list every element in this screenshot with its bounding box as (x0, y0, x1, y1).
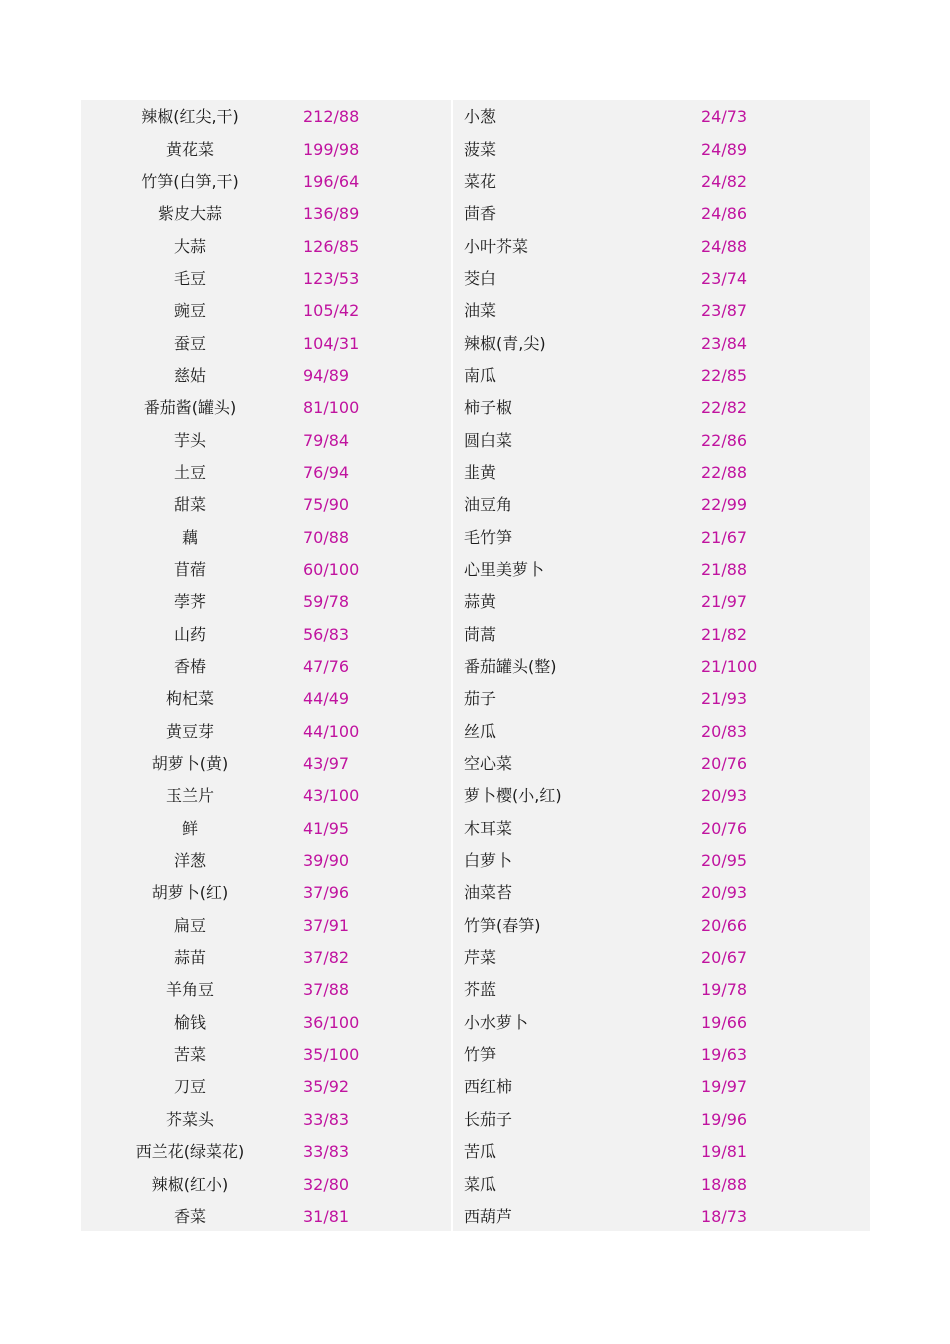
table-row (81, 133, 451, 165)
table-row (453, 910, 870, 942)
vegetable-value: 22/88 (701, 462, 748, 482)
vegetable-name: 茼蒿 (464, 624, 497, 644)
table-row (81, 295, 451, 327)
table-row (453, 360, 870, 392)
vegetable-value: 19/78 (701, 980, 748, 1000)
vegetable-name: 芥菜头 (165, 1109, 214, 1129)
table-row (453, 813, 870, 845)
table-row (453, 489, 870, 521)
vegetable-name: 胡萝卜(黄) (151, 754, 229, 774)
vegetable-value: 126/85 (303, 236, 360, 256)
vegetable-name: 油菜 (464, 301, 497, 321)
vegetable-name: 辣椒(青,尖) (464, 333, 546, 353)
vegetable-value: 41/95 (303, 818, 350, 838)
vegetable-name: 茄子 (464, 689, 497, 709)
table-row (81, 845, 451, 877)
table-row (81, 813, 451, 845)
table-row (81, 1201, 451, 1233)
vegetable-name: 南瓜 (464, 365, 497, 385)
table-row (81, 1168, 451, 1200)
table-row (81, 877, 451, 909)
vegetable-value: 44/49 (303, 689, 350, 709)
table-row (453, 974, 870, 1006)
table-column-right (453, 100, 870, 1231)
vegetable-name: 辣椒(红小) (151, 1174, 229, 1194)
vegetable-name: 空心菜 (464, 754, 513, 774)
vegetable-name: 圆白菜 (464, 430, 513, 450)
table-row (453, 457, 870, 489)
vegetable-value: 37/96 (303, 883, 350, 903)
vegetable-value: 19/63 (701, 1045, 748, 1065)
table-row (453, 295, 870, 327)
vegetable-value: 20/93 (701, 786, 748, 806)
vegetable-value: 21/82 (701, 624, 748, 644)
table-row (81, 554, 451, 586)
vegetable-value: 19/66 (701, 1012, 748, 1032)
table-row (81, 651, 451, 683)
table-row (453, 619, 870, 651)
table-row (453, 263, 870, 295)
vegetable-name: 鲜 (181, 818, 198, 838)
vegetable-value: 199/98 (303, 139, 360, 159)
vegetable-name: 刀豆 (173, 1077, 206, 1097)
vegetable-name: 芋头 (173, 430, 206, 450)
table-row (453, 748, 870, 780)
table-row (81, 619, 451, 651)
table-row (81, 489, 451, 521)
vegetable-name: 柿子椒 (464, 398, 513, 418)
vegetable-name: 黄花菜 (165, 139, 214, 159)
table-row (81, 263, 451, 295)
table-row (453, 327, 870, 359)
vegetable-value: 20/66 (701, 915, 748, 935)
table-row (81, 198, 451, 230)
vegetable-value: 94/89 (303, 365, 350, 385)
vegetable-value: 22/86 (701, 430, 748, 450)
vegetable-name: 蚕豆 (173, 333, 206, 353)
table-row (81, 974, 451, 1006)
table-row (81, 748, 451, 780)
vegetable-value: 81/100 (303, 398, 360, 418)
vegetable-name: 丝瓜 (464, 721, 497, 741)
vegetable-name: 藕 (181, 527, 198, 547)
vegetable-value: 37/88 (303, 980, 350, 1000)
vegetable-name: 紫皮大蒜 (157, 204, 222, 224)
vegetable-name: 慈姑 (173, 365, 206, 385)
vegetable-name: 西葫芦 (464, 1206, 513, 1226)
table-row (453, 1039, 870, 1071)
vegetable-value: 59/78 (303, 592, 350, 612)
vegetable-value: 212/88 (303, 107, 360, 127)
vegetable-name: 胡萝卜(红) (151, 883, 229, 903)
table-row (81, 424, 451, 456)
table-row (453, 1168, 870, 1200)
table-row (81, 230, 451, 262)
vegetable-name: 豌豆 (173, 301, 206, 321)
vegetable-name: 荸荠 (173, 592, 206, 612)
vegetable-value: 23/84 (701, 333, 748, 353)
table-row (453, 521, 870, 553)
vegetable-name: 苦瓜 (464, 1142, 497, 1162)
table-row (453, 198, 870, 230)
table-row (453, 651, 870, 683)
vegetable-name: 白萝卜 (464, 851, 513, 871)
table-row (453, 1071, 870, 1103)
vegetable-table (81, 100, 870, 1231)
table-row (453, 554, 870, 586)
table-row (453, 942, 870, 974)
vegetable-value: 24/89 (701, 139, 748, 159)
vegetable-name: 毛竹笋 (464, 527, 513, 547)
vegetable-name: 西红柿 (464, 1077, 513, 1097)
vegetable-name: 芥蓝 (464, 980, 497, 1000)
table-row (453, 101, 870, 133)
vegetable-value: 56/83 (303, 624, 350, 644)
vegetable-name: 小葱 (464, 107, 497, 127)
vegetable-value: 32/80 (303, 1174, 350, 1194)
vegetable-value: 23/87 (701, 301, 748, 321)
vegetable-value: 20/67 (701, 948, 748, 968)
table-row (81, 1104, 451, 1136)
vegetable-value: 43/100 (303, 786, 360, 806)
vegetable-name: 小水萝卜 (464, 1012, 529, 1032)
vegetable-value: 60/100 (303, 559, 360, 579)
vegetable-value: 35/100 (303, 1045, 360, 1065)
vegetable-value: 20/76 (701, 754, 748, 774)
vegetable-name: 扁豆 (173, 915, 206, 935)
vegetable-name: 木耳菜 (464, 818, 513, 838)
table-row (453, 877, 870, 909)
table-row (81, 327, 451, 359)
vegetable-name: 油菜苔 (464, 883, 513, 903)
vegetable-value: 37/82 (303, 948, 350, 968)
vegetable-value: 43/97 (303, 754, 350, 774)
vegetable-name: 竹笋 (464, 1045, 497, 1065)
table-row (453, 424, 870, 456)
table-row (81, 521, 451, 553)
vegetable-name: 辣椒(红尖,干) (141, 107, 239, 127)
vegetable-value: 33/83 (303, 1142, 350, 1162)
vegetable-value: 36/100 (303, 1012, 360, 1032)
vegetable-value: 136/89 (303, 204, 360, 224)
vegetable-value: 20/95 (701, 851, 748, 871)
table-row (453, 1007, 870, 1039)
vegetable-value: 21/97 (701, 592, 748, 612)
table-row (81, 683, 451, 715)
table-row (453, 1104, 870, 1136)
vegetable-value: 79/84 (303, 430, 350, 450)
vegetable-name: 小叶芥菜 (464, 236, 529, 256)
vegetable-value: 19/81 (701, 1142, 748, 1162)
vegetable-name: 黄豆芽 (165, 721, 214, 741)
table-column-left (81, 100, 451, 1231)
table-row (453, 1136, 870, 1168)
table-row (81, 910, 451, 942)
table-row (453, 1201, 870, 1233)
table-row (81, 1136, 451, 1168)
vegetable-name: 长茄子 (464, 1109, 513, 1129)
vegetable-value: 33/83 (303, 1109, 350, 1129)
vegetable-value: 47/76 (303, 657, 350, 677)
vegetable-value: 19/97 (701, 1077, 748, 1097)
vegetable-value: 18/88 (701, 1174, 748, 1194)
table-row (81, 101, 451, 133)
vegetable-name: 菜瓜 (464, 1174, 497, 1194)
vegetable-value: 21/88 (701, 559, 748, 579)
vegetable-value: 23/74 (701, 268, 748, 288)
vegetable-name: 毛豆 (173, 268, 206, 288)
vegetable-name: 玉兰片 (165, 786, 214, 806)
table-row (81, 166, 451, 198)
vegetable-value: 18/73 (701, 1206, 748, 1226)
vegetable-value: 24/86 (701, 204, 748, 224)
table-row (81, 586, 451, 618)
table-row (81, 780, 451, 812)
vegetable-name: 茴香 (464, 204, 497, 224)
vegetable-name: 竹笋(白笋,干) (141, 171, 239, 191)
vegetable-name: 萝卜樱(小,红) (464, 786, 562, 806)
vegetable-value: 31/81 (303, 1206, 350, 1226)
vegetable-value: 20/83 (701, 721, 748, 741)
vegetable-name: 大蒜 (173, 236, 206, 256)
table-row (453, 392, 870, 424)
vegetable-name: 枸杞菜 (165, 689, 214, 709)
vegetable-name: 竹笋(春笋) (464, 915, 541, 935)
vegetable-value: 123/53 (303, 268, 360, 288)
vegetable-name: 香椿 (173, 657, 206, 677)
table-row (453, 845, 870, 877)
vegetable-name: 榆钱 (173, 1012, 206, 1032)
table-row (81, 392, 451, 424)
vegetable-value: 19/96 (701, 1109, 748, 1129)
table-row (453, 230, 870, 262)
vegetable-value: 20/76 (701, 818, 748, 838)
vegetable-value: 37/91 (303, 915, 350, 935)
vegetable-name: 羊角豆 (165, 980, 214, 1000)
vegetable-value: 76/94 (303, 462, 350, 482)
vegetable-name: 山药 (173, 624, 206, 644)
vegetable-name: 土豆 (173, 462, 206, 482)
vegetable-value: 20/93 (701, 883, 748, 903)
vegetable-value: 21/93 (701, 689, 748, 709)
vegetable-name: 蒜苗 (173, 948, 206, 968)
table-row (81, 1039, 451, 1071)
vegetable-name: 西兰花(绿菜花) (135, 1142, 245, 1162)
table-row (453, 133, 870, 165)
vegetable-name: 菠菜 (464, 139, 497, 159)
vegetable-name: 韭黄 (464, 462, 497, 482)
table-row (81, 942, 451, 974)
vegetable-value: 24/88 (701, 236, 748, 256)
table-row (81, 457, 451, 489)
vegetable-value: 196/64 (303, 171, 360, 191)
vegetable-value: 35/92 (303, 1077, 350, 1097)
vegetable-name: 芹菜 (464, 948, 497, 968)
vegetable-name: 油豆角 (464, 495, 513, 515)
vegetable-value: 21/67 (701, 527, 748, 547)
table-row (81, 1007, 451, 1039)
table-row (81, 1071, 451, 1103)
vegetable-value: 24/82 (701, 171, 748, 191)
vegetable-name: 菜花 (464, 171, 497, 191)
vegetable-name: 番茄酱(罐头) (143, 398, 237, 418)
table-row (453, 716, 870, 748)
table-row (453, 166, 870, 198)
vegetable-name: 心里美萝卜 (464, 559, 545, 579)
vegetable-value: 70/88 (303, 527, 350, 547)
table-row (453, 683, 870, 715)
vegetable-name: 蒜黄 (464, 592, 497, 612)
vegetable-name: 洋葱 (173, 851, 206, 871)
vegetable-name: 茭白 (464, 268, 497, 288)
vegetable-name: 香菜 (173, 1206, 206, 1226)
vegetable-value: 104/31 (303, 333, 360, 353)
table-row (81, 360, 451, 392)
vegetable-name: 甜菜 (173, 495, 206, 515)
table-row (453, 586, 870, 618)
vegetable-value: 22/99 (701, 495, 748, 515)
vegetable-value: 21/100 (701, 657, 758, 677)
vegetable-value: 22/82 (701, 398, 748, 418)
vegetable-value: 105/42 (303, 301, 360, 321)
vegetable-name: 苦菜 (173, 1045, 206, 1065)
vegetable-name: 苜蓿 (173, 559, 206, 579)
vegetable-value: 44/100 (303, 721, 360, 741)
vegetable-value: 24/73 (701, 107, 748, 127)
vegetable-value: 39/90 (303, 851, 350, 871)
table-row (81, 716, 451, 748)
vegetable-name: 番茄罐头(整) (464, 657, 557, 677)
table-row (453, 780, 870, 812)
vegetable-value: 75/90 (303, 495, 350, 515)
vegetable-value: 22/85 (701, 365, 748, 385)
